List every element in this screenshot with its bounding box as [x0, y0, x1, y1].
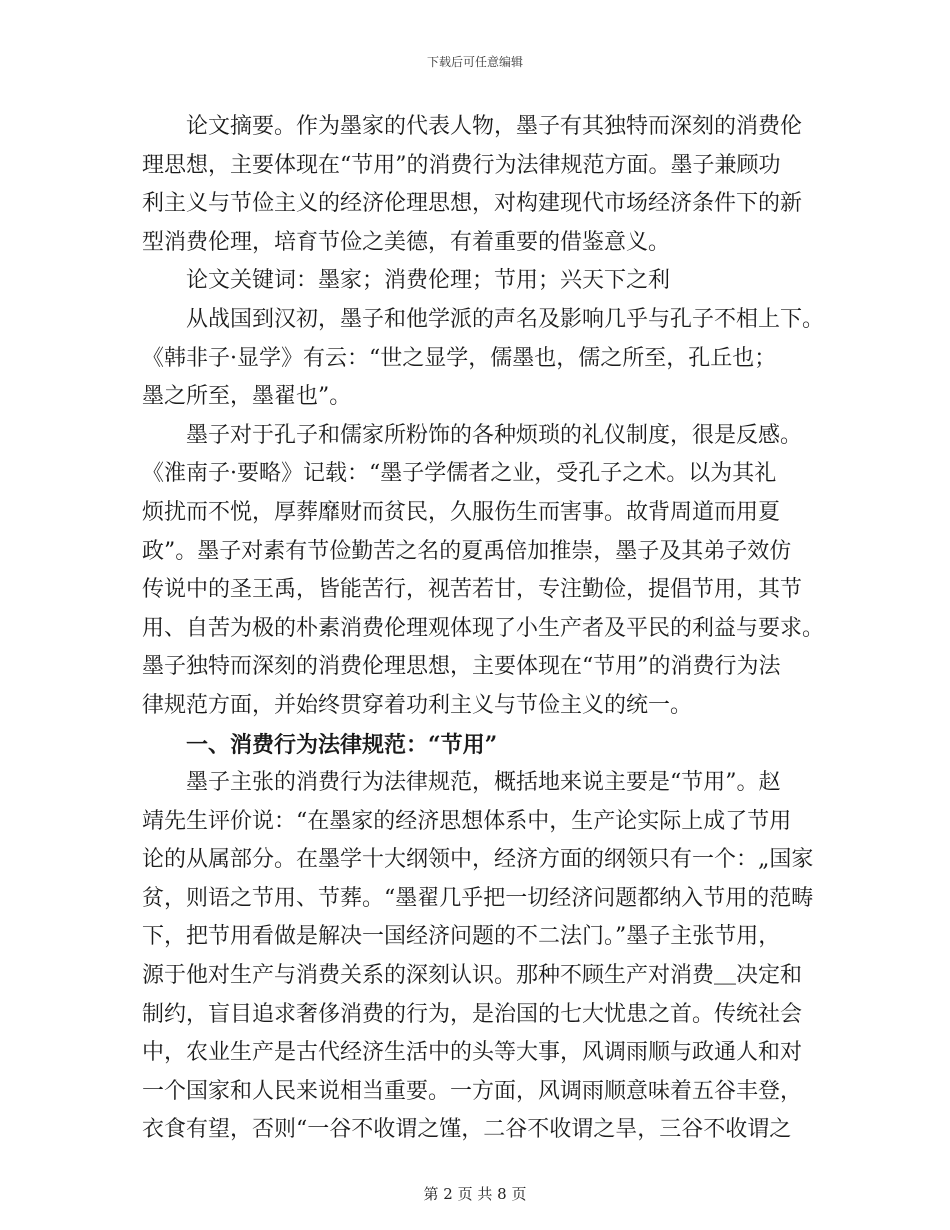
- paragraph-line: 一个国家和人民来说相当重要。一方面，风调雨顺意味着五谷丰登，: [142, 1078, 803, 1104]
- document-body: [142, 108, 825, 1150]
- paragraph-line: 墨子独特而深刻的消费伦理思想，主要体现在“节用”的消费行为法: [142, 654, 781, 680]
- abstract-line: 利主义与节俭主义的经济伦理思想，对构建现代市场经济条件下的新: [142, 191, 803, 217]
- paragraph-line: 烦扰而不悦，厚葬靡财而贫民，久服伤生而害事。故背周道而用夏: [142, 499, 781, 525]
- paragraph-line: 墨之所至，墨翟也”。: [142, 384, 352, 410]
- paragraph-line: 律规范方面，并始终贯穿着功利主义与节俭主义的统一。: [142, 692, 693, 718]
- abstract-line: 论文摘要。作为墨家的代表人物，墨子有其独特而深刻的消费伦: [186, 114, 803, 139]
- page-number: 第 2 页 共 8 页: [423, 1185, 527, 1203]
- paragraph-line: 政”。墨子对素有节俭勤苦之名的夏禹倍加推崇，墨子及其弟子效仿: [142, 538, 792, 564]
- abstract-line: 型消费伦理，培育节俭之美德，有着重要的借鉴意义。: [142, 229, 671, 255]
- paragraph-line: 墨子对于孔子和儒家所粉饰的各种烦琐的礼仪制度，很是反感。: [186, 422, 803, 448]
- paragraph-line: 传说中的圣王禹，皆能苦行，视苦若甘，专注勤俭，提倡节用，其节: [142, 577, 803, 603]
- paragraph-line: 源于他对生产与消费关系的深刻认识。那种不顾生产对消费＿决定和: [142, 963, 803, 989]
- paragraph-line: 《韩非子·显学》有云：“世之显学，儒墨也，儒之所至，孔丘也；: [142, 345, 777, 371]
- paragraph-line: 衣食有望，否则“一谷不收谓之馑，二谷不收谓之旱，三谷不收谓之: [142, 1117, 792, 1143]
- paragraph-line: 用、自苦为极的朴素消费伦理观体现了小生产者及平民的利益与要求。: [142, 615, 825, 641]
- paragraph-line: 墨子主张的消费行为法律规范，概括地来说主要是“节用”。赵: [186, 770, 781, 796]
- paragraph-line: 下，把节用看做是解决一国经济问题的不二法门。”墨子主张节用，: [142, 924, 781, 950]
- paragraph-line: 中，农业生产是古代经济生活中的头等大事，风调雨顺与政通人和对: [142, 1040, 803, 1066]
- paragraph-line: 《淮南子·要略》记载：“墨子学儒者之业，受孔子之术。以为其礼: [142, 461, 777, 487]
- paragraph-line: 制约，盲目追求奢侈消费的行为，是治国的七大忧患之首。传统社会: [142, 1001, 803, 1027]
- paragraph-line: 从战国到汉初，墨子和他学派的声名及影响几乎与孔子不相上下。: [186, 306, 825, 332]
- page-header: 下载后可任意编辑: [426, 55, 523, 69]
- section-heading: 一、消费行为法律规范：“节用”: [186, 731, 498, 758]
- paragraph-line: 贫，则语之节用、节葬。“墨翟几乎把一切经济问题都纳入节用的范畴: [142, 885, 814, 911]
- paragraph-line: 靖先生评价说：“在墨家的经济思想体系中，生产论实际上成了节用: [142, 808, 792, 834]
- abstract-line: 理思想，主要体现在“节用”的消费行为法律规范方面。墨子兼顾功: [142, 152, 781, 178]
- keywords-line: 论文关键词：墨家；消费伦理；节用；兴天下之利: [186, 268, 671, 294]
- paragraph-line: 论的从属部分。在墨学十大纲领中，经济方面的纲领只有一个：„国家: [142, 847, 814, 873]
